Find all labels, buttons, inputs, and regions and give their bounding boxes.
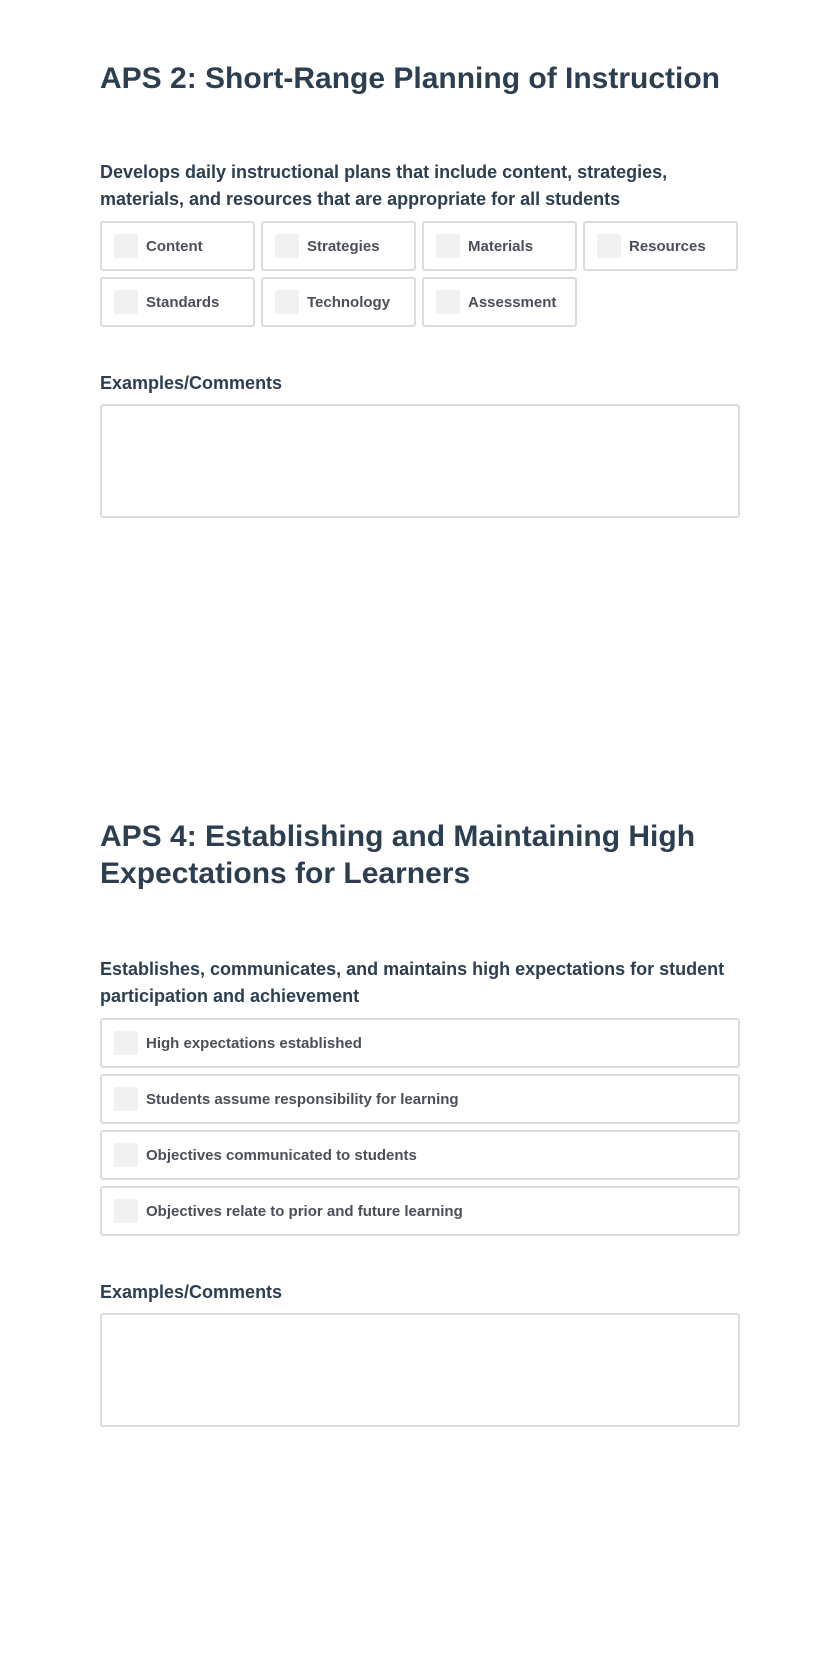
option-label: Standards bbox=[146, 293, 220, 311]
checkbox[interactable] bbox=[114, 1199, 138, 1223]
option-strategies[interactable] bbox=[261, 221, 416, 271]
option-label: Assessment bbox=[468, 293, 557, 311]
checkbox[interactable] bbox=[597, 234, 621, 258]
aps4-section bbox=[100, 818, 740, 1427]
comments-textarea[interactable] bbox=[100, 404, 740, 518]
option-label: Strategies bbox=[307, 237, 380, 255]
aps2-section bbox=[100, 60, 740, 518]
checkbox[interactable] bbox=[114, 234, 138, 258]
option-technology[interactable] bbox=[261, 277, 416, 327]
comments-label: Examples/Comments bbox=[100, 373, 283, 393]
checkbox[interactable] bbox=[275, 234, 299, 258]
checkbox[interactable] bbox=[114, 1143, 138, 1167]
question-text: Establishes, communicates, and maintains high expectations for student participation and achievement bbox=[100, 959, 725, 1006]
option-label: High expectations established bbox=[146, 1034, 362, 1052]
option-assessment[interactable] bbox=[422, 277, 577, 327]
option-high-expectations[interactable] bbox=[100, 1018, 740, 1068]
option-label: Objectives communicated to students bbox=[146, 1146, 417, 1164]
comments-textarea[interactable] bbox=[100, 1313, 740, 1427]
option-materials[interactable] bbox=[422, 221, 577, 271]
option-resources[interactable] bbox=[583, 221, 738, 271]
checkbox[interactable] bbox=[436, 234, 460, 258]
option-content[interactable] bbox=[100, 221, 255, 271]
checkbox[interactable] bbox=[275, 290, 299, 314]
option-label: Technology bbox=[307, 293, 391, 311]
option-label: Content bbox=[146, 237, 203, 255]
option-label: Materials bbox=[468, 237, 534, 255]
option-label: Students assume responsibility for learning bbox=[146, 1090, 459, 1108]
option-objectives-relate[interactable] bbox=[100, 1186, 740, 1236]
option-student-responsibility[interactable] bbox=[100, 1074, 740, 1124]
option-standards[interactable] bbox=[100, 277, 255, 327]
option-objectives-communicated[interactable] bbox=[100, 1130, 740, 1180]
checkbox-grid bbox=[100, 221, 744, 327]
checkbox[interactable] bbox=[436, 290, 460, 314]
section-title: APS 2: Short-Range Planning of Instruction bbox=[100, 62, 721, 95]
question-text: Develops daily instructional plans that include content, strategies, materials, and resources that are appropriate for all students bbox=[100, 162, 668, 209]
section-title: APS 4: Establishing and Maintaining High Expectations for Learners bbox=[100, 820, 696, 890]
checkbox[interactable] bbox=[114, 290, 138, 314]
checkbox-list bbox=[100, 1018, 740, 1236]
option-label: Objectives relate to prior and future learning bbox=[146, 1202, 463, 1220]
checkbox[interactable] bbox=[114, 1031, 138, 1055]
comments-label: Examples/Comments bbox=[100, 1282, 283, 1302]
checkbox[interactable] bbox=[114, 1087, 138, 1111]
option-label: Resources bbox=[629, 237, 706, 255]
